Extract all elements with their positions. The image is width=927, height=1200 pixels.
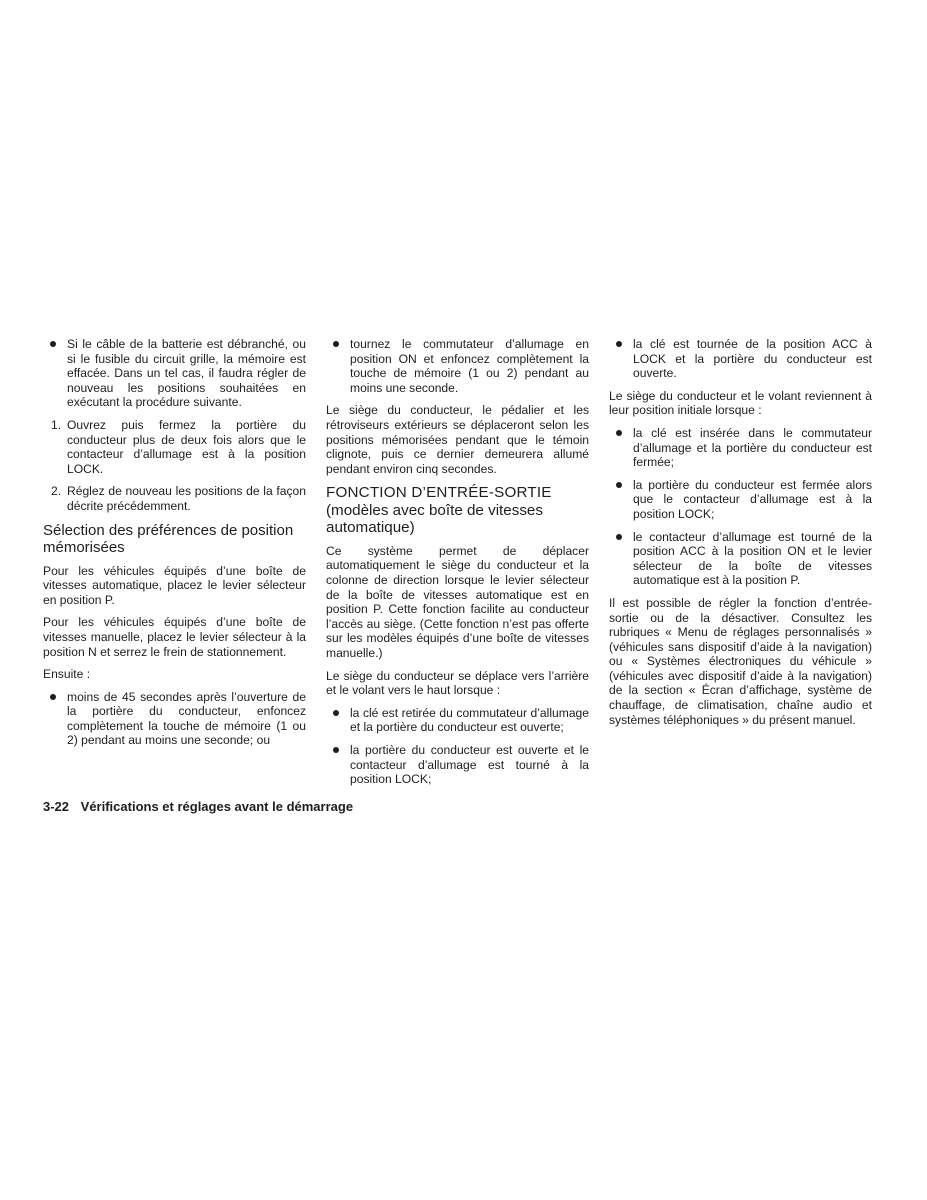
column-3 [609,337,872,735]
list-item: Si le câble de la batterie est débranché, ou si le fusible du circuit grille, la mémoire est effacée. Dans un tel cas, il faudra régler de nouveau les positions souhaitées en exécutant la procédure suivante. [43,337,306,410]
list-item [43,418,306,476]
list-item: moins de 45 secondes après l’ouverture de la portière du conducteur, enfoncez complètement la touche de mémoire (1 ou 2) pendant au moins une seconde; ou [43,690,306,748]
list-item: le contacteur d’allumage est tourné de la position ACC à la position ON et le levier sélecteur de la boîte de vitesses automatique est à la position P. [609,530,872,588]
paragraph: Il est possible de régler la fonction d’entrée-sortie ou de la désactiver. Consultez les rubriques « Menu de réglages personnalisés » (véhicules sans dispositif d’aide à la navigation) ou « Systèmes électroniques du véhicule » (véhicules avec dispositif d’aide à la navigation) de la section « Écran d’affichage, système de chauffage, de climatisation, chaîne audio et systèmes téléphoniques » du présent manuel. [609,595,872,727]
list-item: la clé est retirée du commutateur d’allumage et la portière du conducteur est ouverte; [326,706,589,735]
paragraph: Le siège du conducteur et le volant reviennent à leur position initiale lorsque : [609,388,872,418]
bullet-list [43,690,306,748]
step-text: Réglez de nouveau les positions de la façon décrite précédemment. [67,484,306,513]
list-item [43,484,306,513]
section-heading-title: FONCTION D’ENTRÉE-SORTIE [326,484,552,502]
paragraph: Ce système permet de déplacer automatiquement le siège du conducteur et la colonne de direction lorsque le levier sélecteur de la boîte de vitesses automatique est en position P. Cette fonction facilite au conducteur l’accès au siège. (Cette fonction n’est pas offerte sur les modèles équipés d’une boîte de vitesses manuelle.) [326,543,589,660]
section-heading-subtitle: (modèles avec boîte de vitesses automatique) [326,501,543,537]
step-number: 1. [51,417,62,432]
list-item: la clé est tournée de la position ACC à LOCK et la portière du conducteur est ouverte. [609,337,872,381]
bullet-list [43,337,306,410]
numbered-list [43,418,306,514]
list-item: la clé est insérée dans le commutateur d’allumage et la portière du conducteur est fermée; [609,426,872,470]
list-item: tournez le commutateur d’allumage en position ON et enfoncez complètement la touche de mémoire (1 ou 2) pendant au moins une seconde. [326,337,589,395]
footer-section-title: Vérifications et réglages avant le démarrage [80,799,354,814]
page-footer [43,799,353,814]
bullet-list [609,426,872,588]
paragraph: Pour les véhicules équipés d’une boîte de vitesses manuelle, placez le levier sélecteur à la position N et serrez le frein de stationnement. [43,615,306,659]
bullet-list [326,706,589,787]
paragraph: Pour les véhicules équipés d’une boîte de vitesses automatique, placez le levier sélecteur en position P. [43,563,306,607]
column-1 [43,337,306,756]
paragraph: Le siège du conducteur se déplace vers l’arrière et le volant vers le haut lorsque : [326,668,589,698]
paragraph: Ensuite : [43,667,91,682]
paragraph: Le siège du conducteur, le pédalier et les rétroviseurs extérieurs se déplaceront selon les positions mémorisées pendant que le témoin clignote, puis ce dernier demeurera allumé pendant environ cinq secondes. [326,403,589,476]
page-number: 3-22 [43,799,70,814]
bullet-list [326,337,589,395]
section-heading [326,484,589,537]
column-2 [326,337,589,795]
bullet-list [609,337,872,381]
section-heading: Sélection des préférences de position mémorisées [43,521,294,556]
list-item: la portière du conducteur est fermée alors que le contacteur d’allumage est à la position LOCK; [609,478,872,522]
step-text: Ouvrez puis fermez la portière du conducteur plus de deux fois alors que le contacteur d’allumage est à la position LOCK. [67,417,306,476]
step-number: 2. [51,484,62,499]
list-item: la portière du conducteur est ouverte et le contacteur d’allumage est tourné à la position LOCK; [326,743,589,787]
